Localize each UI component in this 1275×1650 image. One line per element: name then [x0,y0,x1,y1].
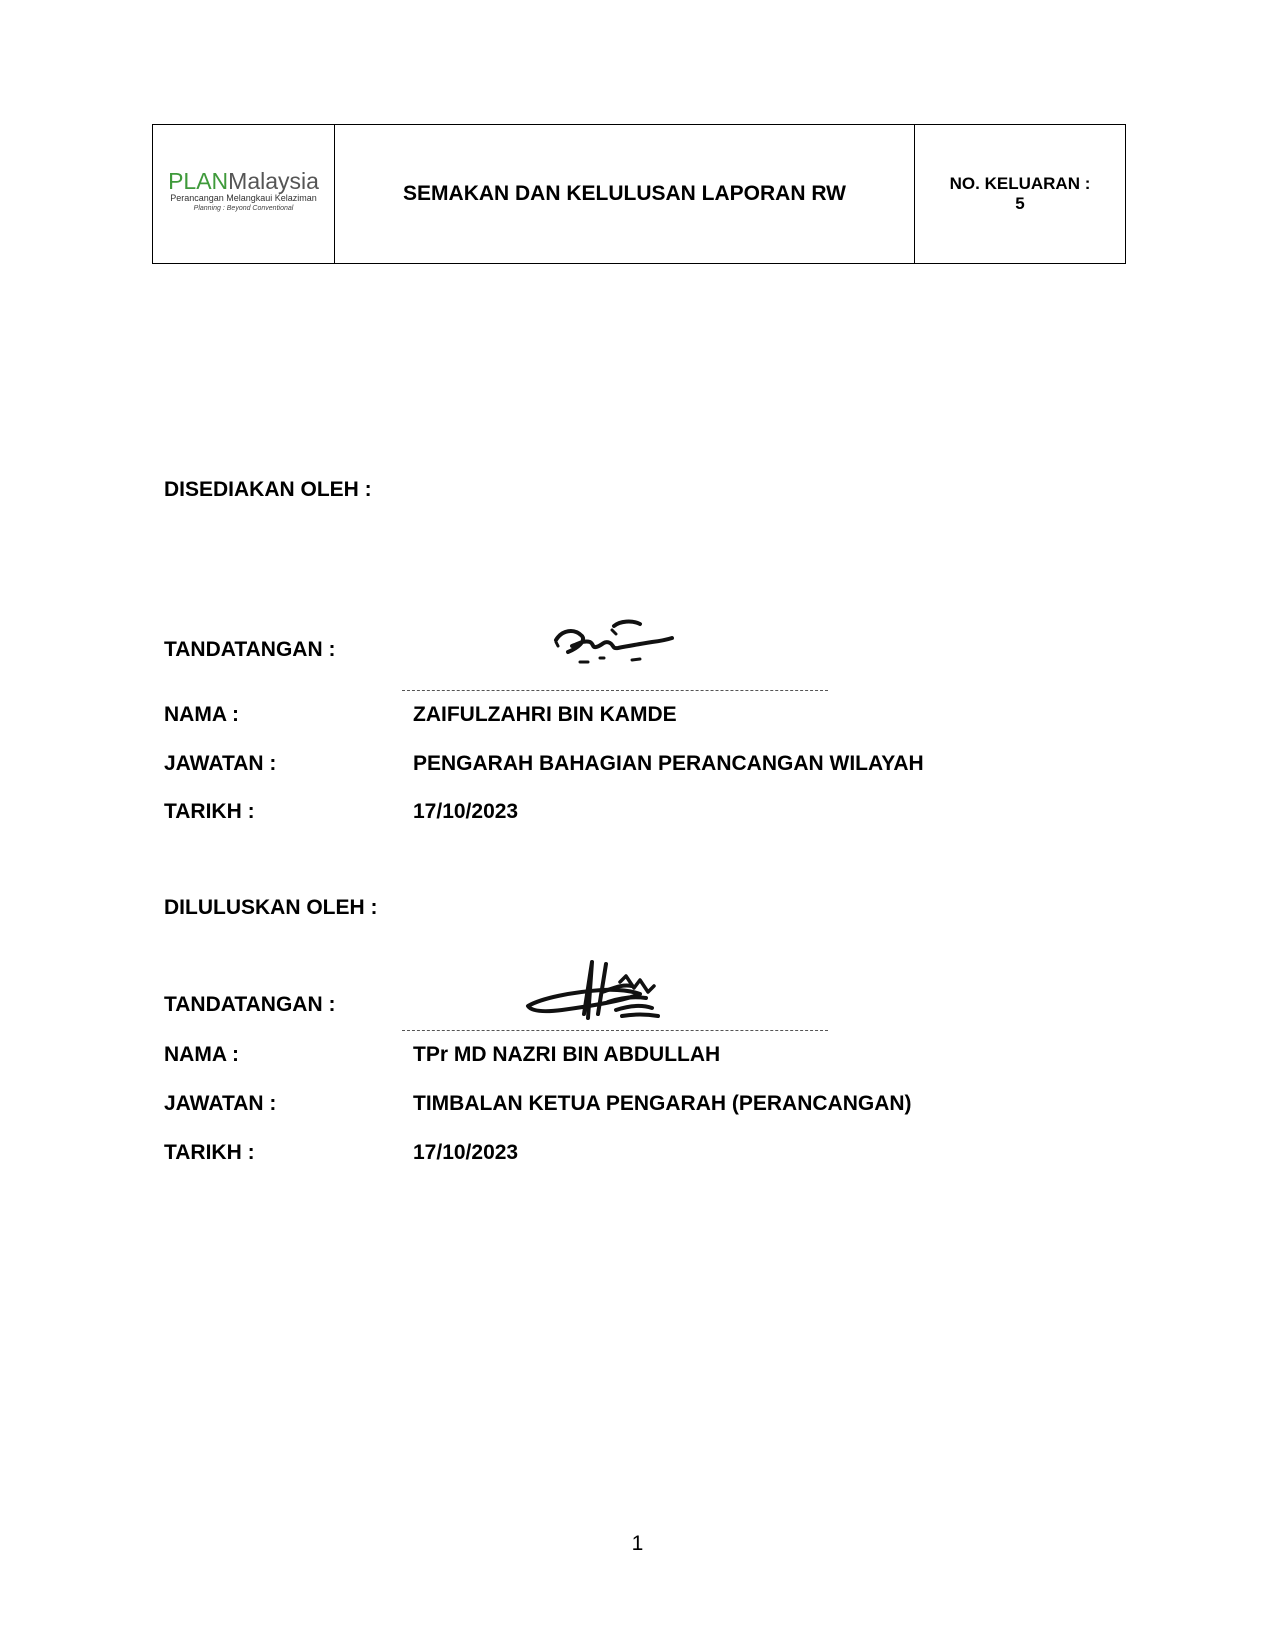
approved-date: 17/10/2023 [413,1141,519,1164]
issue-cell [915,125,1125,263]
issue-number: 5 [1015,194,1025,213]
prepared-date: 17/10/2023 [413,800,519,823]
planmalaysia-logo [168,169,319,193]
prepared-position: PENGARAH BAHAGIAN PERANCANGAN WILAYAH [413,752,924,775]
logo-plan-text: PLAN [168,168,229,194]
document-header-table [152,124,1126,264]
approved-signature-label: TANDATANGAN : [164,993,336,1016]
approved-signature-line [402,1030,828,1031]
logo-cell [153,125,335,263]
prepared-name: ZAIFULZAHRI BIN KAMDE [413,703,677,726]
logo-tagline: Perancangan Melangkaui Kelaziman [170,193,317,203]
logo-malaysia-text: Malaysia [228,168,319,194]
issue-label: NO. KELUARAN : [949,174,1091,193]
prepared-signature [548,618,678,674]
approved-position: TIMBALAN KETUA PENGARAH (PERANCANGAN) [413,1092,912,1115]
logo-subtagline: Planning : Beyond Conventional [193,205,294,212]
approved-name-label: NAMA : [164,1043,240,1066]
prepared-name-label: NAMA : [164,703,240,726]
page-number: 1 [631,1532,644,1555]
approved-position-label: JAWATAN : [164,1092,277,1115]
prepared-position-label: JAWATAN : [164,752,277,775]
approved-signature [522,958,672,1024]
prepared-signature-label: TANDATANGAN : [164,638,336,661]
prepared-section-label: DISEDIAKAN OLEH : [164,478,372,501]
approved-date-label: TARIKH : [164,1141,255,1164]
document-title: SEMAKAN DAN KELULUSAN LAPORAN RW [335,125,915,263]
prepared-date-label: TARIKH : [164,800,255,823]
approved-section-label: DILULUSKAN OLEH : [164,896,378,919]
approved-name: TPr MD NAZRI BIN ABDULLAH [413,1043,721,1066]
prepared-signature-line [402,690,828,691]
